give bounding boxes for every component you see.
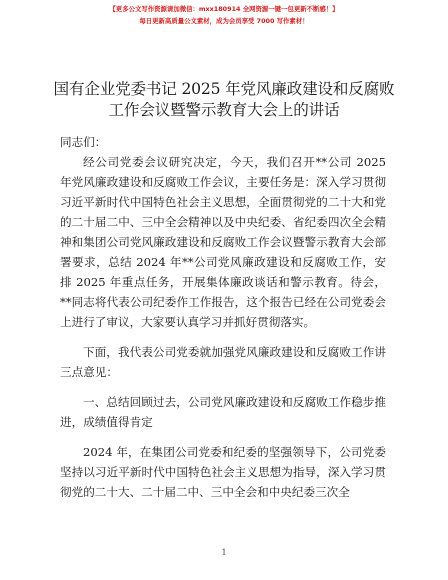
promo-banner-line-2: 每日更新高质量公文素材，成为会员享受 7000 写作素材！ bbox=[139, 17, 309, 25]
paragraph-transition: 下面，我代表公司党委就加强党风廉政建设和反腐败工作讲三点意见： bbox=[60, 345, 386, 379]
salutation: 同志们： bbox=[60, 135, 107, 149]
document-body bbox=[60, 132, 386, 502]
document-title: 国有企业党委书记 2025 年党风廉政建设和反腐败工作会议暨警示教育大会上的讲话 bbox=[53, 80, 395, 119]
page-number: 1 bbox=[221, 548, 227, 557]
paragraph-intro: 经公司党委会议研究决定，今天，我们召开**公司 2025 年党风廉政建设和反腐败工作会议，主要任务是：深入学习贯彻习近平新时代中国特色社会主义思想，全面贯彻党的二十大和党的二十届二中、三中全会精神以及中央纪委、省纪委四次全会精神和集团公司党风廉政建设和反腐败工作会议暨警示教育大会部署要求，总结 2024 年**公司党风廉政建设和反腐败工作，安排 2025 年重点任务，开展集体廉政谈话和警示教育。待会，**同志将代表公司纪委作工作报告，这个报告已经在公司党委会上进行了审议，大家要认真学习并抓好贯彻落实。 bbox=[60, 155, 386, 329]
paragraph-review: 2024 年，在集团公司党委和纪委的坚强领导下，公司党委坚持以习近平新时代中国特色社会主义思想为指导，深入学习贯彻党的二十大、二十届二中、三中全会和中央纪委三次全 bbox=[60, 445, 386, 499]
section-heading-1: 一、总结回顾过去，公司党风廉政建设和反腐败工作稳步推进，成绩值得肯定 bbox=[60, 395, 386, 429]
promo-banner bbox=[0, 4, 448, 27]
promo-banner-line-1: 【更多公文写作资源请加微信：mxx180914 全网资源一键一包更新不断感！】 bbox=[109, 5, 339, 13]
